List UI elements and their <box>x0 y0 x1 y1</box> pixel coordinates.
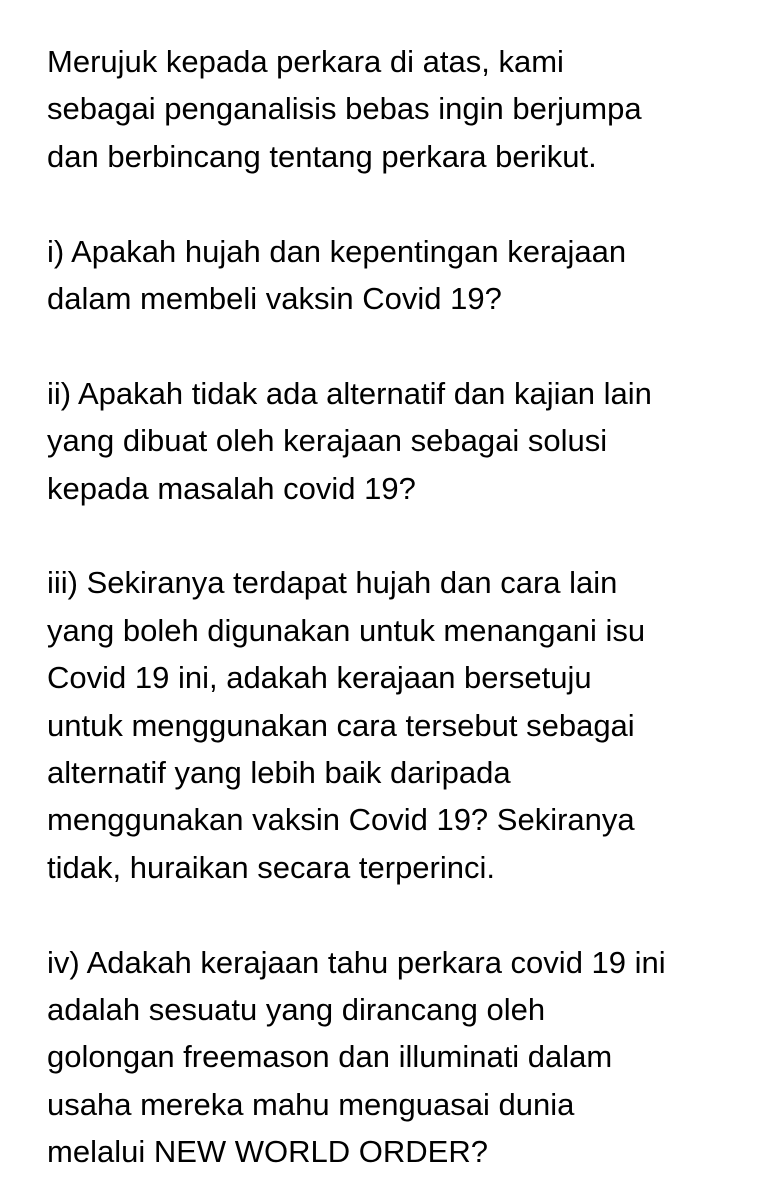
text-line: tidak, huraikan secara terperinci. <box>47 849 496 885</box>
paragraph-spacer <box>47 891 732 938</box>
text-line: alternatif yang lebih baik daripada <box>47 755 511 791</box>
question-4 <box>47 939 732 1176</box>
paragraph-spacer <box>47 512 732 559</box>
question-1 <box>47 228 732 323</box>
question-2 <box>47 370 732 512</box>
text-line: Covid 19 ini, adakah kerajaan bersetuju <box>47 660 592 696</box>
text-line: sebagai penganalisis bebas ingin berjumpa <box>47 91 642 127</box>
text-line: Merujuk kepada perkara di atas, kami <box>47 44 564 79</box>
text-line: menggunakan vaksin Covid 19? Sekiranya <box>47 802 635 838</box>
text-line: yang boleh digunakan untuk menangani isu <box>47 612 646 648</box>
text-line: melalui NEW WORLD ORDER? <box>47 1134 488 1170</box>
text-line: dan berbincang tentang perkara berikut. <box>47 138 597 174</box>
question-3 <box>47 559 732 891</box>
text-line: untuk menggunakan cara tersebut sebagai <box>47 707 635 743</box>
paragraph-spacer <box>47 322 732 369</box>
intro-paragraph <box>47 38 732 180</box>
text-line: iii) Sekiranya terdapat hujah dan cara lain <box>47 565 618 601</box>
text-line: adalah sesuatu yang dirancang oleh <box>47 992 546 1028</box>
text-line: dalam membeli vaksin Covid 19? <box>47 281 502 317</box>
text-line: yang dibuat oleh kerajaan sebagai solusi <box>47 423 608 459</box>
text-line: golongan freemason dan illuminati dalam <box>47 1039 613 1075</box>
text-line: usaha mereka mahu menguasai dunia <box>47 1086 575 1122</box>
text-line: iv) Adakah kerajaan tahu perkara covid 19 ini <box>47 944 666 980</box>
text-line: ii) Apakah tidak ada alternatif dan kajian lain <box>47 375 652 411</box>
text-line: kepada masalah covid 19? <box>47 470 416 506</box>
text-line: i) Apakah hujah dan kepentingan kerajaan <box>47 233 627 269</box>
paragraph-spacer <box>47 180 732 227</box>
